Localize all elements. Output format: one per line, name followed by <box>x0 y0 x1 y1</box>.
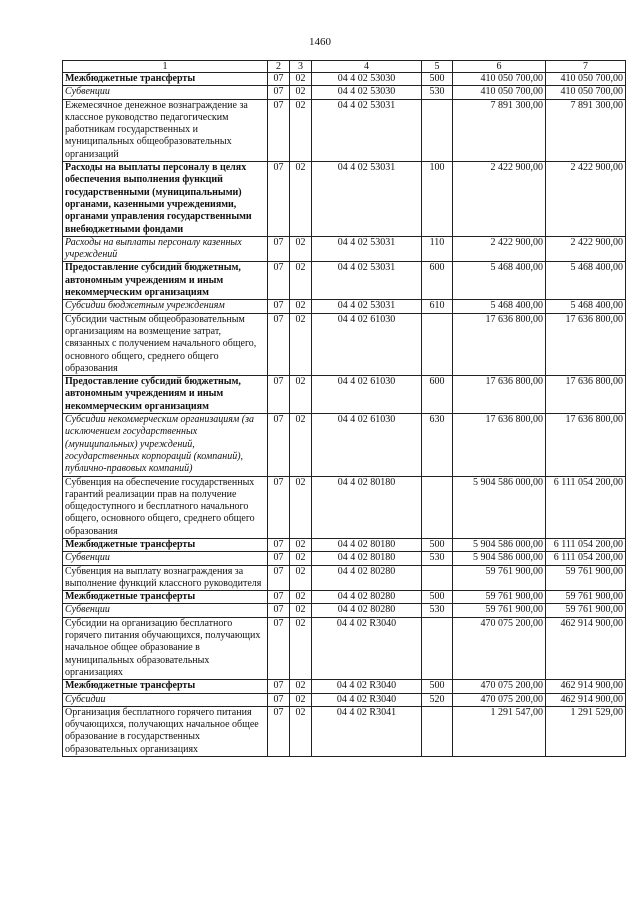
row-vr-cell <box>422 313 453 375</box>
row-vr-cell: 530 <box>422 86 453 99</box>
table-row <box>63 376 626 414</box>
table-row <box>63 313 626 375</box>
row-pr-cell: 02 <box>290 376 312 414</box>
row-pr-cell: 02 <box>290 300 312 313</box>
row-vr-cell: 500 <box>422 73 453 86</box>
row-sum2-cell: 59 761 900,00 <box>546 604 626 617</box>
row-sum1-cell: 59 761 900,00 <box>453 565 546 591</box>
row-sum1-cell: 5 904 586 000,00 <box>453 552 546 565</box>
row-csr-cell: 04 4 02 80280 <box>312 591 422 604</box>
row-rz-cell: 07 <box>268 476 290 538</box>
row-vr-cell: 110 <box>422 236 453 262</box>
header-col-1: 1 <box>63 61 268 73</box>
row-name-cell: Предоставление субсидий бюджетным, автономным учреждениям и иным некоммерческим организациям <box>63 262 268 300</box>
header-col-6: 6 <box>453 61 546 73</box>
row-pr-cell: 02 <box>290 73 312 86</box>
row-pr-cell: 02 <box>290 706 312 756</box>
row-sum1-cell: 470 075 200,00 <box>453 693 546 706</box>
row-rz-cell: 07 <box>268 262 290 300</box>
table-row <box>63 680 626 693</box>
row-sum2-cell: 410 050 700,00 <box>546 86 626 99</box>
row-vr-cell <box>422 617 453 679</box>
row-vr-cell <box>422 706 453 756</box>
row-name-cell: Субсидии бюджетным учреждениям <box>63 300 268 313</box>
row-vr-cell: 610 <box>422 300 453 313</box>
header-col-3: 3 <box>290 61 312 73</box>
row-csr-cell: 04 4 02 R3041 <box>312 706 422 756</box>
row-vr-cell: 530 <box>422 552 453 565</box>
row-sum1-cell: 7 891 300,00 <box>453 99 546 161</box>
row-sum1-cell: 59 761 900,00 <box>453 604 546 617</box>
row-sum1-cell: 17 636 800,00 <box>453 414 546 476</box>
row-name-cell: Субвенции <box>63 86 268 99</box>
table-header-row <box>63 61 626 73</box>
header-col-5: 5 <box>422 61 453 73</box>
row-vr-cell <box>422 99 453 161</box>
table-row <box>63 86 626 99</box>
row-sum2-cell: 59 761 900,00 <box>546 591 626 604</box>
table-body <box>63 73 626 757</box>
row-vr-cell: 520 <box>422 693 453 706</box>
row-vr-cell: 100 <box>422 162 453 237</box>
row-pr-cell: 02 <box>290 476 312 538</box>
row-sum2-cell: 2 422 900,00 <box>546 236 626 262</box>
table-row <box>63 262 626 300</box>
row-sum2-cell: 410 050 700,00 <box>546 73 626 86</box>
row-sum2-cell: 1 291 529,00 <box>546 706 626 756</box>
row-sum2-cell: 17 636 800,00 <box>546 376 626 414</box>
row-name-cell: Расходы на выплаты персоналу казенных учреждений <box>63 236 268 262</box>
row-rz-cell: 07 <box>268 552 290 565</box>
row-vr-cell: 530 <box>422 604 453 617</box>
row-name-cell: Межбюджетные трансферты <box>63 591 268 604</box>
table-row <box>63 706 626 756</box>
row-csr-cell: 04 4 02 53031 <box>312 300 422 313</box>
row-sum1-cell: 470 075 200,00 <box>453 617 546 679</box>
row-name-cell: Ежемесячное денежное вознаграждение за классное руководство педагогическим работникам государственных и муниципальных общеобразовательных организаций <box>63 99 268 161</box>
row-sum2-cell: 17 636 800,00 <box>546 414 626 476</box>
row-csr-cell: 04 4 02 R3040 <box>312 693 422 706</box>
row-sum1-cell: 2 422 900,00 <box>453 162 546 237</box>
row-csr-cell: 04 4 02 80180 <box>312 538 422 551</box>
row-csr-cell: 04 4 02 53030 <box>312 86 422 99</box>
row-sum1-cell: 17 636 800,00 <box>453 376 546 414</box>
row-csr-cell: 04 4 02 61030 <box>312 313 422 375</box>
row-sum2-cell: 462 914 900,00 <box>546 693 626 706</box>
budget-table <box>62 60 626 757</box>
row-rz-cell: 07 <box>268 162 290 237</box>
row-csr-cell: 04 4 02 80180 <box>312 476 422 538</box>
row-sum2-cell: 7 891 300,00 <box>546 99 626 161</box>
row-pr-cell: 02 <box>290 604 312 617</box>
row-sum1-cell: 5 904 586 000,00 <box>453 476 546 538</box>
table-row <box>63 414 626 476</box>
row-rz-cell: 07 <box>268 73 290 86</box>
row-pr-cell: 02 <box>290 236 312 262</box>
table-row <box>63 300 626 313</box>
row-sum2-cell: 6 111 054 200,00 <box>546 538 626 551</box>
row-pr-cell: 02 <box>290 591 312 604</box>
row-sum1-cell: 5 904 586 000,00 <box>453 538 546 551</box>
table-row <box>63 693 626 706</box>
row-rz-cell: 07 <box>268 99 290 161</box>
row-vr-cell: 600 <box>422 262 453 300</box>
row-sum2-cell: 6 111 054 200,00 <box>546 552 626 565</box>
row-pr-cell: 02 <box>290 414 312 476</box>
row-vr-cell: 500 <box>422 538 453 551</box>
row-vr-cell <box>422 565 453 591</box>
table-row <box>63 552 626 565</box>
row-sum1-cell: 17 636 800,00 <box>453 313 546 375</box>
row-name-cell: Межбюджетные трансферты <box>63 538 268 551</box>
row-sum2-cell: 6 111 054 200,00 <box>546 476 626 538</box>
row-rz-cell: 07 <box>268 565 290 591</box>
table-row <box>63 73 626 86</box>
row-sum1-cell: 2 422 900,00 <box>453 236 546 262</box>
row-sum1-cell: 59 761 900,00 <box>453 591 546 604</box>
row-rz-cell: 07 <box>268 604 290 617</box>
row-sum1-cell: 410 050 700,00 <box>453 73 546 86</box>
row-csr-cell: 04 4 02 61030 <box>312 376 422 414</box>
row-pr-cell: 02 <box>290 552 312 565</box>
row-pr-cell: 02 <box>290 313 312 375</box>
row-name-cell: Субсидии на организацию бесплатного горячего питания обучающихся, получающих начальное общее образование в муниципальных образовательных организациях <box>63 617 268 679</box>
table-row <box>63 565 626 591</box>
row-csr-cell: 04 4 02 80280 <box>312 565 422 591</box>
row-sum2-cell: 17 636 800,00 <box>546 313 626 375</box>
row-name-cell: Субвенция на обеспечение государственных гарантий реализации прав на получение общедоступного и бесплатного начального общего, основного общего, среднего общего образования <box>63 476 268 538</box>
table-row <box>63 162 626 237</box>
row-name-cell: Субсидии частным общеобразовательным организациям на возмещение затрат, связанных с получением начального общего, основного общего, среднего общего образования <box>63 313 268 375</box>
row-csr-cell: 04 4 02 R3040 <box>312 617 422 679</box>
row-pr-cell: 02 <box>290 680 312 693</box>
row-rz-cell: 07 <box>268 313 290 375</box>
row-vr-cell: 600 <box>422 376 453 414</box>
row-csr-cell: 04 4 02 53031 <box>312 99 422 161</box>
row-rz-cell: 07 <box>268 680 290 693</box>
row-name-cell: Межбюджетные трансферты <box>63 680 268 693</box>
row-rz-cell: 07 <box>268 300 290 313</box>
row-csr-cell: 04 4 02 61030 <box>312 414 422 476</box>
row-sum2-cell: 59 761 900,00 <box>546 565 626 591</box>
table-row <box>63 591 626 604</box>
row-rz-cell: 07 <box>268 414 290 476</box>
row-pr-cell: 02 <box>290 565 312 591</box>
table-row <box>63 476 626 538</box>
row-name-cell: Субсидии <box>63 693 268 706</box>
header-col-2: 2 <box>268 61 290 73</box>
row-csr-cell: 04 4 02 53031 <box>312 236 422 262</box>
row-sum2-cell: 2 422 900,00 <box>546 162 626 237</box>
row-name-cell: Расходы на выплаты персоналу в целях обеспечения выполнения функций государственными (муниципальными) органами, казенными учреждениями, органами управления государственными внебюджетными фондами <box>63 162 268 237</box>
row-rz-cell: 07 <box>268 706 290 756</box>
row-vr-cell <box>422 476 453 538</box>
row-rz-cell: 07 <box>268 693 290 706</box>
row-rz-cell: 07 <box>268 236 290 262</box>
row-name-cell: Субсидии некоммерческим организациям (за исключением государственных (муниципальных) учреждений, государственных корпораций (компаний), публично-правовых компаний) <box>63 414 268 476</box>
row-pr-cell: 02 <box>290 693 312 706</box>
row-csr-cell: 04 4 02 R3040 <box>312 680 422 693</box>
row-sum1-cell: 470 075 200,00 <box>453 680 546 693</box>
row-vr-cell: 630 <box>422 414 453 476</box>
row-csr-cell: 04 4 02 53031 <box>312 262 422 300</box>
row-csr-cell: 04 4 02 80180 <box>312 552 422 565</box>
table-row <box>63 617 626 679</box>
row-name-cell: Субвенция на выплату вознаграждения за выполнение функций классного руководителя <box>63 565 268 591</box>
row-pr-cell: 02 <box>290 162 312 237</box>
row-sum1-cell: 5 468 400,00 <box>453 262 546 300</box>
row-rz-cell: 07 <box>268 376 290 414</box>
row-sum2-cell: 5 468 400,00 <box>546 300 626 313</box>
row-sum2-cell: 5 468 400,00 <box>546 262 626 300</box>
table-row <box>63 99 626 161</box>
row-name-cell: Субвенции <box>63 604 268 617</box>
row-pr-cell: 02 <box>290 538 312 551</box>
row-rz-cell: 07 <box>268 591 290 604</box>
row-pr-cell: 02 <box>290 86 312 99</box>
row-name-cell: Межбюджетные трансферты <box>63 73 268 86</box>
page-number: 1460 <box>309 36 331 48</box>
row-pr-cell: 02 <box>290 617 312 679</box>
row-sum1-cell: 5 468 400,00 <box>453 300 546 313</box>
row-name-cell: Субвенции <box>63 552 268 565</box>
row-pr-cell: 02 <box>290 99 312 161</box>
row-rz-cell: 07 <box>268 86 290 99</box>
row-csr-cell: 04 4 02 80280 <box>312 604 422 617</box>
header-col-7: 7 <box>546 61 626 73</box>
row-name-cell: Предоставление субсидий бюджетным, автономным учреждениям и иным некоммерческим организациям <box>63 376 268 414</box>
row-csr-cell: 04 4 02 53031 <box>312 162 422 237</box>
header-col-4: 4 <box>312 61 422 73</box>
row-sum2-cell: 462 914 900,00 <box>546 680 626 693</box>
table-row <box>63 236 626 262</box>
row-sum2-cell: 462 914 900,00 <box>546 617 626 679</box>
row-name-cell: Организация бесплатного горячего питания обучающихся, получающих начальное общее образование в государственных образовательных организациях <box>63 706 268 756</box>
row-rz-cell: 07 <box>268 617 290 679</box>
row-pr-cell: 02 <box>290 262 312 300</box>
row-sum1-cell: 1 291 547,00 <box>453 706 546 756</box>
row-rz-cell: 07 <box>268 538 290 551</box>
row-csr-cell: 04 4 02 53030 <box>312 73 422 86</box>
row-vr-cell: 500 <box>422 680 453 693</box>
table-row <box>63 604 626 617</box>
row-vr-cell: 500 <box>422 591 453 604</box>
table-row <box>63 538 626 551</box>
row-sum1-cell: 410 050 700,00 <box>453 86 546 99</box>
